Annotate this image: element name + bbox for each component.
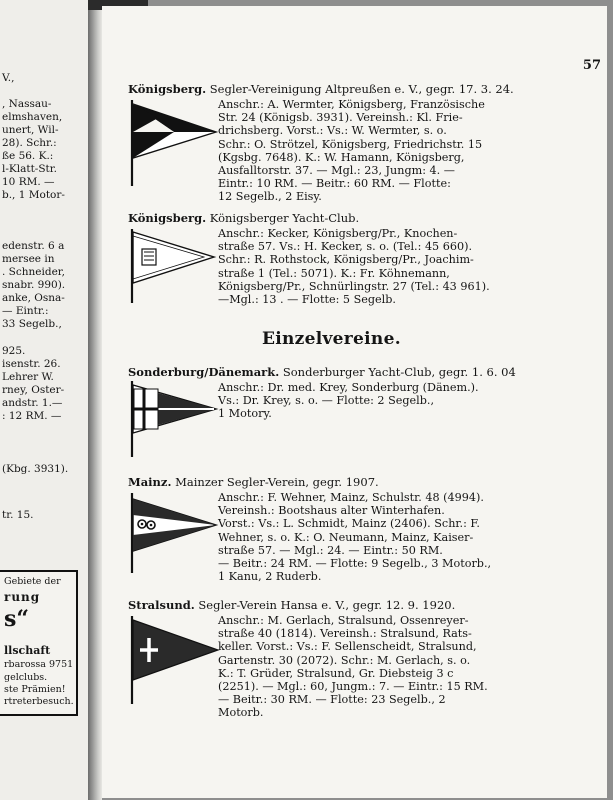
ad-text-line: ste Prämien! (4, 684, 66, 695)
ad-text-line: rtreterbesuch. (4, 696, 74, 707)
club-location: Sonderburg/Dänemark. (128, 365, 280, 379)
club-details (218, 614, 606, 720)
club-location: Königsberg. (128, 82, 207, 96)
club-location: Königsberg. (128, 211, 207, 225)
club-name: Segler-Verein Hansa e. V., gegr. 12. 9. 1920. (198, 598, 456, 612)
book-gutter (88, 0, 102, 800)
club-heading (128, 598, 606, 612)
ad-text-line: Gebiete der (4, 576, 61, 587)
book-page (102, 6, 607, 798)
left-text-line: andstr. 1.— (2, 397, 63, 409)
left-text-line: tr. 15. (2, 509, 34, 521)
burgee-diagonal-black-white-icon (128, 98, 220, 188)
left-text-line: 28). Schr.: (2, 137, 57, 149)
club-name: Mainzer Segler-Verein, gegr. 1907. (175, 475, 379, 489)
ad-text-line: rbarossa 9751 (4, 659, 74, 670)
detail-line: 12 Segelb., 2 Eisy. (218, 190, 322, 204)
club-details (218, 227, 606, 306)
left-text-line: : 12 RM. — (2, 410, 62, 422)
pennant-white-cross-icon (128, 614, 220, 706)
left-text-line: isenstr. 26. (2, 358, 61, 370)
left-text-line: snabr. 990). (2, 279, 66, 291)
pennant-cross-canton-icon (128, 379, 220, 459)
section-heading: Einzelvereine. (262, 329, 401, 349)
ad-text-line: rung (4, 590, 41, 604)
left-text-line: edenstr. 6 a (2, 240, 65, 252)
detail-line: Wehner, s. o. K.: O. Neumann, Mainz, Kaiser- (218, 530, 474, 544)
left-text-line: anke, Osna- (2, 292, 65, 304)
club-heading (128, 211, 606, 225)
detail-line: straße 57. — Mgl.: 24. — Eintr.: 50 RM. (218, 543, 443, 557)
club-heading (128, 475, 606, 489)
detail-line: 1 Kanu, 2 Ruderb. (218, 570, 322, 584)
detail-line: Gartenstr. 30 (2072). Schr.: M. Gerlach, s. o. (218, 653, 471, 667)
detail-line: 1 Motory. (218, 407, 272, 421)
left-text-line: 925. (2, 345, 26, 357)
club-entry (128, 598, 606, 720)
pennant-crest-icon (128, 227, 220, 307)
club-name: Königsberger Yacht-Club. (209, 211, 360, 225)
detail-line: Vereinsh.: Bootshaus alter Winterhafen. (218, 504, 445, 518)
club-location: Mainz. (128, 475, 172, 489)
ad-text-line: llschaft (4, 644, 51, 657)
left-text-line: Lehrer W. (2, 371, 54, 383)
detail-line: Eintr.: 10 RM. — Beitr.: 60 RM. — Flotte: (218, 177, 451, 191)
left-text-line: 33 Segelb., (2, 318, 62, 330)
left-text-line: rney, Oster- (2, 384, 65, 396)
detail-line: Vorst.: Vs.: L. Schmidt, Mainz (2406). Schr.: F. (218, 517, 480, 531)
detail-line: drichsberg. Vorst.: Vs.: W. Wermter, s. o. (218, 124, 447, 138)
left-text-line: V., (2, 72, 15, 84)
left-text-line: . Schneider, (2, 266, 65, 278)
left-text-line: unert, Wil- (2, 124, 59, 136)
ad-text-line: s“ (4, 606, 30, 632)
club-entry (128, 211, 606, 306)
left-text-line: elmshaven, (2, 111, 63, 123)
left-text-line: l-Klatt-Str. (2, 163, 57, 175)
ad-text-line: gelclubs. (4, 672, 48, 683)
detail-line: —Mgl.: 13 . — Flotte: 5 Segelb. (218, 293, 396, 307)
club-name: Sonderburger Yacht-Club, gegr. 1. 6. 04 (282, 365, 516, 379)
detail-line: — Beitr.: 30 RM. — Flotte: 23 Segelb., 2 (218, 693, 446, 707)
club-details (218, 491, 606, 583)
detail-line: Schr.: R. Rothstock, Königsberg/Pr., Joachim- (218, 253, 474, 267)
detail-line: Anschr.: Dr. med. Krey, Sonderburg (Dänem.). (218, 381, 479, 394)
club-name: Segler-Vereinigung Altpreußen e. V., gegr. 17. 3. 24. (209, 82, 514, 96)
detail-line: Str. 24 (Königsb. 3931). Vereinsh.: Kl. Frie- (218, 111, 463, 125)
left-text-line: (Kbg. 3931). (2, 463, 69, 475)
club-entry (128, 475, 606, 583)
detail-line: Königsberg/Pr., Schnürlingstr. 27 (Tel.: 43 961). (218, 279, 490, 293)
detail-line: (Kgsbg. 7648). K.: W. Hamann, Königsberg, (218, 150, 465, 164)
club-entry (128, 365, 606, 421)
detail-line: keller. Vorst.: Vs.: F. Sellenscheidt, Stralsund, (218, 640, 477, 654)
advertisement-box (0, 570, 78, 716)
detail-line: K.: T. Grüder, Stralsund, Gr. Diebsteig 3 c (218, 666, 454, 680)
left-text-line: 10 RM. — (2, 176, 55, 188)
detail-line: Schr.: O. Strötzel, Königsberg, Friedrichstr. 15 (218, 137, 483, 151)
show-through-text (457, 282, 507, 332)
detail-line: straße 1 (Tel.: 5071). K.: Fr. Köhnemann, (218, 266, 450, 280)
pennant-striped-emblem-icon (128, 491, 220, 577)
left-text-line: — Eintr.: (2, 305, 49, 317)
club-heading (128, 82, 606, 96)
detail-line: Ausfalltorstr. 37. — Mgl.: 23, Jungm: 4. — (218, 164, 455, 178)
detail-line: straße 40 (1814). Vereinsh.: Stralsund, Rats- (218, 627, 472, 641)
left-text-line: b., 1 Motor- (2, 189, 65, 201)
left-text-line: ße 56. K.: (2, 150, 54, 162)
club-location: Stralsund. (128, 598, 195, 612)
detail-line: (2251). — Mgl.: 60, Jungm.: 7. — Eintr.: 15 RM. (218, 680, 488, 694)
detail-line: Anschr.: F. Wehner, Mainz, Schulstr. 48 (4994). (218, 491, 484, 504)
detail-line: straße 57. Vs.: H. Kecker, s. o. (Tel.: 45 660). (218, 240, 473, 254)
club-details (218, 98, 606, 204)
club-heading (128, 365, 606, 379)
detail-line: Vs.: Dr. Krey, s. o. — Flotte: 2 Segelb., (218, 394, 435, 408)
club-details (218, 381, 606, 421)
detail-line: — Beitr.: 24 RM. — Flotte: 9 Segelb., 3 Motorb., (218, 557, 492, 571)
detail-line: Anschr.: Kecker, Königsberg/Pr., Knochen- (218, 227, 458, 240)
previous-page-fragment (0, 0, 88, 800)
left-text-line: mersee in (2, 253, 55, 265)
club-entry (128, 82, 606, 204)
left-text-line: , Nassau- (2, 98, 52, 110)
page-number: 57 (582, 58, 601, 73)
detail-line: Motorb. (218, 706, 264, 720)
detail-line: Anschr.: A. Wermter, Königsberg, Französische (218, 98, 485, 111)
detail-line: Anschr.: M. Gerlach, Stralsund, Ossenreyer- (218, 614, 469, 627)
